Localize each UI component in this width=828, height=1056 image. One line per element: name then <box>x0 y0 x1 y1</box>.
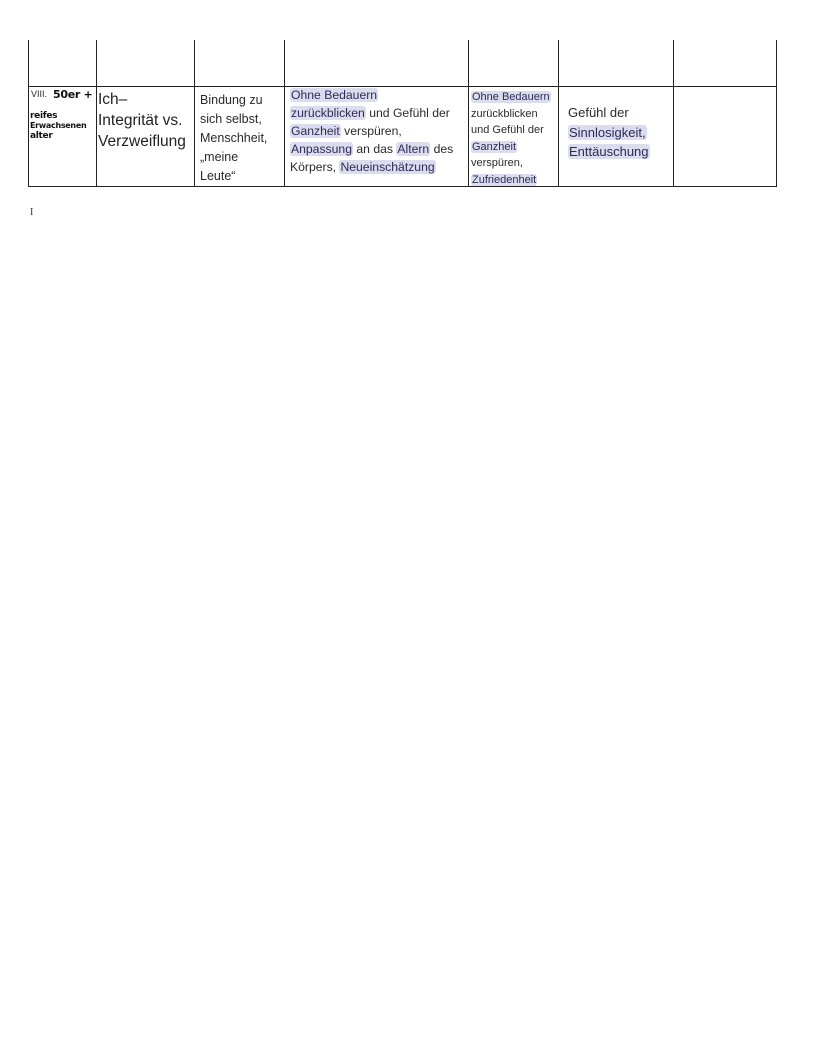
text: Gefühl der <box>568 105 629 120</box>
note-line: alter <box>30 131 53 141</box>
highlight: Sinnlosigkeit, <box>569 124 646 140</box>
tasks-cell <box>285 87 469 186</box>
highlight: Ohne Bedauern <box>291 88 378 102</box>
column-divider <box>194 40 195 86</box>
note-line: reifes <box>30 111 58 121</box>
text: des <box>430 142 454 156</box>
relations-line: Leute“ <box>200 169 236 183</box>
highlight: Enttäuschung <box>569 144 649 159</box>
crisis-line: Ich– <box>98 91 128 108</box>
note-line: Erwachsenen <box>30 121 87 130</box>
column-divider <box>284 40 285 86</box>
empty-cell <box>674 87 777 186</box>
tasks-text <box>290 87 453 176</box>
previous-row-continuation <box>28 40 777 86</box>
column-divider <box>673 40 674 86</box>
age-handwritten: 50er + <box>53 88 93 101</box>
negative-text <box>568 103 650 162</box>
relations-line: Menschheit, <box>200 131 268 145</box>
text: verspüren, <box>471 157 523 169</box>
column-divider <box>96 40 97 86</box>
column-divider <box>468 40 469 86</box>
highlight: Ohne Bedauern <box>472 91 550 103</box>
highlight: Ganzheit <box>291 124 340 138</box>
crisis-line: Verzweiflung <box>98 133 186 150</box>
relations-line: sich selbst, <box>200 112 262 126</box>
column-divider <box>558 40 559 86</box>
stage-number: VIII. <box>31 89 48 99</box>
relations-line: „meine <box>200 150 239 164</box>
crisis-line: Integrität vs. <box>98 112 183 129</box>
positive-outcome-cell <box>469 87 559 186</box>
highlight: Altern <box>397 142 430 156</box>
stage-cell <box>29 87 97 186</box>
text: Körpers, <box>290 160 340 174</box>
crisis-cell <box>97 87 195 186</box>
relations-text <box>200 91 267 186</box>
column-divider <box>28 40 29 86</box>
column-divider <box>776 40 777 86</box>
handwritten-note <box>30 111 96 141</box>
highlight: Ganzheit <box>472 140 517 153</box>
text: und Gefühl der <box>471 124 544 136</box>
relations-cell <box>195 87 285 186</box>
text: und Gefühl der <box>365 106 450 120</box>
negative-outcome-cell <box>559 87 674 186</box>
text: zurückblicken <box>471 107 538 120</box>
relations-line: Bindung zu <box>200 93 263 107</box>
positive-text <box>471 89 551 186</box>
crisis-text <box>98 89 186 152</box>
highlight: zurückblicken <box>291 106 365 120</box>
text-cursor-mark: I <box>30 207 34 218</box>
text: verspüren, <box>340 124 402 138</box>
text: an das <box>353 142 397 156</box>
table-row <box>28 86 777 187</box>
highlight: Anpassung <box>291 142 352 156</box>
highlight: Neueinschätzung <box>340 160 435 174</box>
highlight: Zufriedenheit <box>472 173 537 186</box>
